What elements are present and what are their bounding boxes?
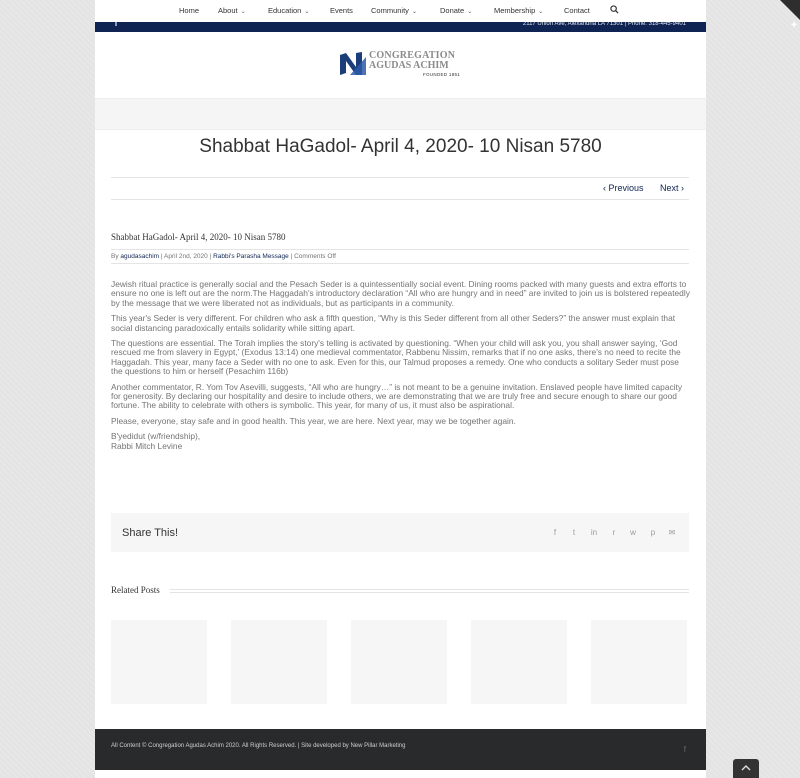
email-icon[interactable]: ✉ [668,528,676,537]
chevron-down-icon: ⌄ [411,9,417,15]
related-post-thumbnail[interactable] [231,620,327,704]
nav-events[interactable] [330,6,353,15]
chevron-down-icon: ⌄ [304,9,310,15]
nav-education[interactable] [268,6,309,15]
related-post-thumbnail[interactable] [351,620,447,704]
nav-label: Donate [440,6,465,15]
logo-emblem-icon [338,51,368,77]
related-post-thumbnail[interactable] [471,620,567,704]
search-icon[interactable] [610,5,619,14]
nav-contact[interactable] [564,6,590,15]
share-box [111,513,689,552]
meta-separator: | [209,253,212,260]
chevron-down-icon: ⌄ [467,9,473,15]
chevron-up-icon [733,759,759,778]
nav-home[interactable] [179,6,199,15]
header-logo-area [95,32,706,98]
share-title: Share This! [122,527,179,539]
divider [111,249,689,250]
divider [111,177,689,178]
nav-label: Community [371,6,409,15]
nav-label: Home [179,6,200,15]
related-divider [170,589,689,593]
related-post-thumbnail[interactable] [591,620,687,704]
nav-membership[interactable] [494,6,543,15]
plus-icon: ✚ [791,22,797,29]
site-footer [95,729,706,770]
topbar-contact-text: 2117 Union Ave, Alexandria LA 71301 | Phone: 318-445-9401 [522,22,686,27]
divider [111,199,689,200]
topbar-marker [115,22,117,26]
paragraph: The questions are essential. The Torah implies the story's telling is activated by questioning. “When your child will ask you, you shall answer saying, ‘God rescued me from slavery in Egypt,’ (Exodus 13:14) one medieval commentator, Rabbenu Nissim, remarks that if no one asks, there's no need to recite the Haggadah. This year, many face a Seder with no one to ask. Even for this, our Talmud proposes a remedy. One who conducts a solitary Seder must pose the questions to him or herself (Pesachim 116b) [111,338,681,377]
reddit-icon[interactable]: r [612,528,616,537]
chevron-right-icon: › [681,183,685,193]
corner-toggle[interactable] [780,0,800,29]
chevron-down-icon: ⌄ [240,9,246,15]
signature: Rabbi Mitch Levine [111,440,183,451]
paragraph: Please, everyone, stay safe and in good health. This year, we are here. Next year, may we be together again. [111,415,516,426]
paragraph: Another commentator, R. Yom Tov Asevilli, suggests, “All who are hungry…” is not meant to be a genuine invitation. Enslaved people have limited capacity for generosity. By declaring our hospitality and desire to include others, we are demonstrating that we are truly free and secure enough to share our good fortune. The ability to celebrate with others is symbolic. This year, for many of us, it must also be aspirational. [111,381,683,411]
pinterest-icon[interactable]: p [650,528,656,537]
chevron-left-icon: ‹ [603,183,606,193]
linkedin-icon[interactable]: in [590,528,598,537]
logo-line2: AGUDAS ACHIM [369,60,449,71]
nav-label: Contact [564,6,590,15]
post-title: Shabbat HaGadol- April 4, 2020- 10 Nisan 5780 [111,232,286,242]
meta-separator: | [160,253,163,260]
logo-founded: FOUNDED 1851 [423,72,461,77]
page-title: Shabbat HaGadol- April 4, 2020- 10 Nisan 5780 [199,136,602,157]
post-date: April 2nd, 2020 [164,253,208,260]
meta-by: By [111,253,119,260]
nav-about[interactable] [218,6,246,15]
related-posts-title: Related Posts [111,585,160,595]
divider [111,263,689,264]
category-link[interactable]: Rabbi's Parasha Message [213,253,289,260]
signoff: B'yedidut (w/friendship), [111,431,201,442]
site-logo[interactable] [338,47,463,83]
related-post-thumbnail[interactable] [111,620,207,704]
facebook-icon[interactable]: f [553,528,557,537]
next-post-link[interactable] [660,183,684,193]
post-content [111,280,691,451]
paragraph: Jewish ritual practice is generally social and the Pesach Seder is a quintessentially social event. Dining rooms packed with many guests and extra efforts to ensure no one is left out are the norm.The Haggadah's introductory declaration “All who are hungry and in need” are invited to join us is bolstered repeatedly by the message that we were liberated not as individuals, but as participants in a community. [111,279,690,308]
page-wrapper [95,0,706,778]
next-label: Next [660,183,679,193]
back-to-top-button[interactable] [733,759,759,778]
nav-label: Membership [494,6,536,15]
previous-post-link[interactable] [603,183,644,193]
nav-label: Education [268,6,302,15]
meta-separator: | [290,253,293,260]
paragraph: This year's Seder is very different. For children who ask a fifth question, “Why is this Seder different from all other Seders?” the answer must explain that social distancing paradoxically entails solidarity while sitting apart. [111,313,676,333]
nav-donate[interactable] [440,6,472,15]
logo-line1: CONGREGATION [369,50,456,61]
twitter-icon[interactable]: t [572,528,576,537]
page-title-bar [95,98,706,130]
chevron-down-icon: ⌄ [538,9,544,15]
post-meta [111,253,336,260]
main-navigation [95,0,706,22]
nav-label: About [218,6,238,15]
whatsapp-icon[interactable]: w [630,528,636,537]
author-link[interactable]: agudasachim [120,253,160,260]
comments-status: Comments Off [294,253,336,260]
nav-label: Events [330,6,353,15]
footer-copyright: All Content © Congregation Agudas Achim 2020. All Rights Reserved. | Site developed by New Pillar Marketing [111,743,406,749]
nav-community[interactable] [371,6,417,15]
previous-label: Previous [608,183,644,193]
facebook-icon[interactable]: f [683,745,686,754]
top-info-bar [95,22,706,32]
